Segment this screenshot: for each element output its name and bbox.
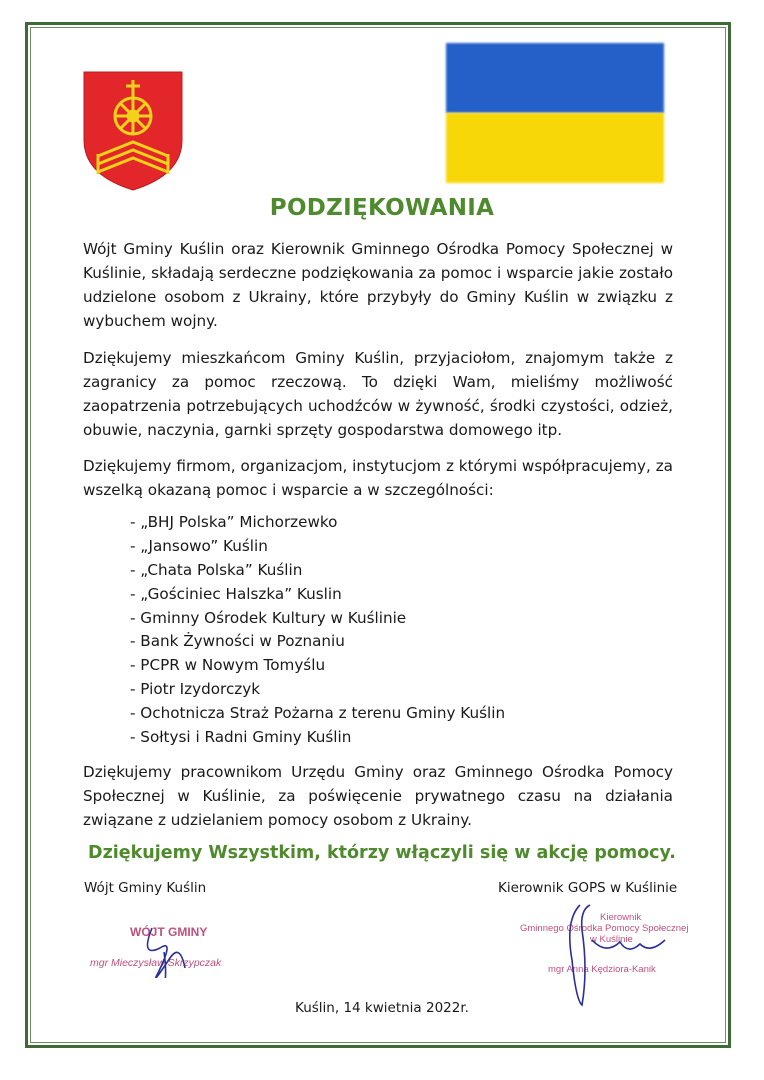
list-item: - Piotr Izydorczyk (130, 680, 261, 699)
list-item: - Bank Żywności w Poznaniu (130, 632, 345, 651)
organizations-list (130, 510, 505, 749)
list-item: - PCPR w Nowym Tomyślu (130, 656, 326, 675)
list-item: - „BHJ Polska” Michorzewko (130, 513, 338, 531)
list-item: - Ochotnicza Straż Pożarna z terenu Gminy Kuślin (130, 704, 506, 723)
coat-of-arms-icon (82, 70, 184, 192)
stamp-right-line3: w Kuślinie (590, 934, 633, 945)
stamp-right (510, 900, 700, 1010)
ukraine-flag-icon (446, 43, 664, 183)
date-place: Kuślin, 14 kwietnia 2022r. (295, 1000, 469, 1016)
signature-right-title: Kierownik GOPS w Kuślinie (498, 880, 678, 896)
paragraph-organizations: Dziękujemy firmom, organizacjom, instytucjom z którymi współpracujemy, za wszelką okazaną pomoc i wsparcie a w szczególności: (83, 457, 673, 499)
page-title: PODZIĘKOWANIA (269, 195, 495, 221)
stamp-left-name: mgr Mieczysław Skrzypczak (90, 957, 222, 969)
paragraph-staff: Dziękujemy pracownikom Urzędu Gminy oraz Gminnego Ośrodka Pomocy Społecznej w Kuślinie, za poświęcenie prywatnego czasu na działania związane z udzielaniem pomocy osobom z Ukrainy. (83, 763, 673, 829)
list-item: - Gminny Ośrodek Kultury w Kuślinie (130, 608, 407, 627)
stamp-right-line2: Gminnego Ośrodka Pomocy Społecznej (520, 923, 689, 934)
list-item: - „Gościniec Halszka” Kuslin (130, 584, 342, 603)
stamp-right-line1: Kierownik (600, 912, 642, 923)
closing-line: Dziękujemy Wszystkim, którzy włączyli się w akcję pomocy. (88, 843, 676, 863)
stamp-left-title: WÓJT GMINY (130, 925, 208, 939)
signature-left-title: Wójt Gminy Kuślin (84, 880, 207, 896)
paragraph-intro: Wójt Gminy Kuślin oraz Kierownik Gminnego Ośrodka Pomocy Społecznej w Kuślinie, składają serdeczne podziękowania za pomoc i wsparcie jakie zostało udzielone osobom z Ukrainy, które przybyły do Gminy Kuślin w związku z wybuchem wojny. (83, 240, 673, 330)
list-item: - „Jansowo” Kuślin (130, 536, 268, 555)
stamp-right-line4: mgr Anna Kędziora-Kanik (548, 964, 656, 975)
stamp-left (80, 918, 250, 978)
paragraph-residents: Dziękujemy mieszkańcom Gminy Kuślin, przyjaciołom, znajomym także z zagranicy za pomoc rzeczową. To dzięki Wam, mieliśmy możliwość zaopatrzenia potrzebujących uchodźców w żywność, środki czystości, odzież, obuwie, naczynia, garnki sprzęty gospodarstwa domowego itp. (83, 349, 673, 439)
flag-yellow-stripe (446, 113, 664, 183)
list-item: - „Chata Polska” Kuślin (130, 560, 303, 579)
list-item: - Sołtysi i Radni Gminy Kuślin (130, 728, 352, 747)
flag-blue-stripe (446, 43, 664, 113)
